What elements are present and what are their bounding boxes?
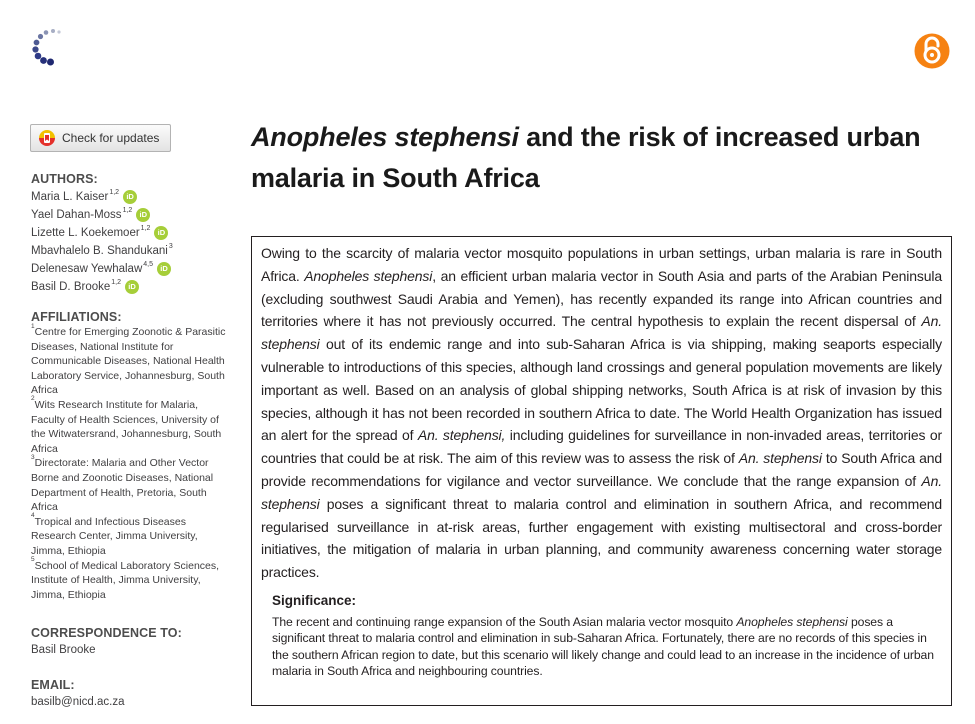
article-title bbox=[251, 117, 951, 199]
affiliation-text: Centre for Emerging Zoonotic & Parasitic Diseases, National Institute for Communicable Diseases, National Health Laboratory Service, Johannesburg, South Africa bbox=[31, 326, 226, 397]
text-run: to South Africa and provide recommendations for vigilance and vector surveillance. We conclude that the range expansion of bbox=[261, 450, 943, 489]
authors-heading: AUTHORS: bbox=[31, 172, 98, 186]
author-name: Maria L. Kaiser bbox=[31, 191, 109, 203]
affiliation-item bbox=[31, 322, 231, 398]
author-list bbox=[31, 188, 231, 296]
affiliation-text: Directorate: Malaria and Other Vector Borne and Zoonotic Diseases, National Department of Health, Pretoria, South Africa bbox=[31, 457, 214, 514]
significance-section bbox=[272, 593, 944, 680]
affiliation-number: 1 bbox=[31, 322, 35, 330]
text-run: poses a significant threat to malaria control and elimination in sub-Saharan Africa. Fortunately, there are no records of this species in the southern African region to date, but this scenario will likely change and could lead to an increase in the incidence of urban malaria in South Africa and neighbouring countries. bbox=[272, 614, 934, 679]
author-item: Mbavhalelo B. Shandukani $^3$ bbox=[31, 242, 231, 260]
orcid-id-icon[interactable]: iD bbox=[123, 190, 137, 204]
affiliation-number: 4 bbox=[31, 512, 35, 520]
correspondence-name: Basil Brooke bbox=[31, 644, 96, 657]
significance-heading: Significance: bbox=[272, 592, 357, 608]
abstract-box bbox=[251, 236, 952, 706]
text-run: Owing to the scarcity of malaria vector mosquito populations in urban settings, urban malaria is rare in South Africa. bbox=[261, 245, 942, 284]
email-heading: EMAIL: bbox=[31, 678, 75, 693]
orcid-id-icon[interactable]: iD bbox=[125, 280, 139, 294]
article-sidebar bbox=[31, 172, 231, 708]
journal-dots-logo-icon bbox=[30, 28, 70, 68]
affiliation-number: 3 bbox=[31, 453, 35, 461]
author-item: Delenesaw Yewhalaw $^{4,5}$ iD bbox=[31, 260, 231, 278]
significance-text bbox=[272, 614, 944, 680]
email-link[interactable]: basilb@nicd.ac.za bbox=[31, 696, 125, 709]
check-for-updates-button[interactable] bbox=[30, 124, 171, 152]
affiliations-heading: AFFILIATIONS: bbox=[31, 310, 122, 324]
affiliation-number: 2 bbox=[31, 395, 35, 403]
affiliation-list bbox=[31, 322, 231, 602]
open-access-lock-icon bbox=[914, 33, 950, 69]
affiliation-item bbox=[31, 395, 231, 456]
author-name: Delenesaw Yewhalaw bbox=[31, 263, 143, 275]
orcid-id-icon[interactable]: iD bbox=[154, 226, 168, 240]
affiliation-item bbox=[31, 453, 231, 514]
author-name: Basil D. Brooke bbox=[31, 281, 111, 293]
text-run: out of its endemic range and into sub-Saharan Africa is via shipping, making seaports especially vulnerable to introductions of this species, although land crossings and general population movements are likely important as well. Based on an analysis of global shipping networks, South Africa is at risk of invasion by this species, although it has not been recorded in southern Africa to date. The World Health Organization has issued an alert for the spread of bbox=[261, 336, 942, 444]
check-for-updates-label: Check for updates bbox=[62, 131, 160, 145]
affiliation-item bbox=[31, 512, 231, 559]
text-run: , an efficient urban malaria vector in South Asia and parts of the Arabian Peninsula (excluding southwest Saudi Arabia and Yemen), has recently expanded its range into African countries and territories where it has not previously occurred. The central hypothesis to explain the recent dispersal of bbox=[261, 267, 942, 330]
orcid-id-icon[interactable]: iD bbox=[136, 208, 150, 222]
correspondence-heading: CORRESPONDENCE TO: bbox=[31, 626, 182, 641]
species-name: Anopheles stephensi bbox=[736, 614, 848, 629]
species-name: Anopheles stephensi bbox=[304, 267, 433, 284]
affiliation-text: Wits Research Institute for Malaria, Faculty of Health Sciences, University of the Witwatersrand, Johannesburg, South Africa bbox=[31, 398, 222, 455]
species-name: An. stephensi bbox=[261, 472, 942, 512]
species-name: An. stephensi, bbox=[417, 427, 506, 444]
text-run: The recent and continuing range expansion of the South Asian malaria vector mosquito bbox=[272, 614, 737, 629]
title-species: Anopheles stephensi bbox=[251, 122, 519, 152]
crossmark-icon bbox=[38, 129, 56, 147]
affiliation-number: 5 bbox=[31, 556, 35, 563]
affiliation-text: School of Medical Laboratory Sciences, Institute of Health, Jimma University, Jimma, Ethiopia bbox=[31, 559, 220, 601]
species-name: An. stephensi bbox=[261, 313, 942, 353]
orcid-id-icon[interactable]: iD bbox=[157, 262, 171, 276]
text-run: poses a significant threat to malaria control and elimination in southern Africa, and recommend regularised surveillance in at-risk areas, further engagement with existing multisectoral and cross-border initiatives, the mitigation of malaria in urban planning, and community awareness concerning water storage practices. bbox=[261, 495, 942, 581]
text-run: including guidelines for surveillance in non-invaded areas, territories or countries that could be at risk. The aim of this review was to assess the risk of bbox=[261, 427, 942, 467]
affiliation-text: Tropical and Infectious Diseases Research Center, Jimma University, Jimma, Ethiopia bbox=[31, 515, 198, 557]
author-item: Lizette L. Koekemoer $^{1,2}$ iD bbox=[31, 224, 231, 242]
author-name: Mbavhalelo B. Shandukani bbox=[31, 245, 168, 257]
author-item: Maria L. Kaiser $^{1,2}$ iD bbox=[31, 188, 231, 206]
author-name: Yael Dahan-Moss bbox=[31, 209, 122, 221]
author-item: Yael Dahan-Moss $^{1,2}$ iD bbox=[31, 206, 231, 224]
author-name: Lizette L. Koekemoer bbox=[31, 227, 140, 239]
abstract-text bbox=[261, 242, 942, 584]
species-name: An. stephensi bbox=[738, 450, 822, 467]
author-item: Basil D. Brooke $^{1,2}$ iD bbox=[31, 278, 231, 296]
title-rest: and the risk of increased urban malaria in South Africa bbox=[251, 122, 921, 193]
affiliation-item bbox=[31, 556, 231, 603]
